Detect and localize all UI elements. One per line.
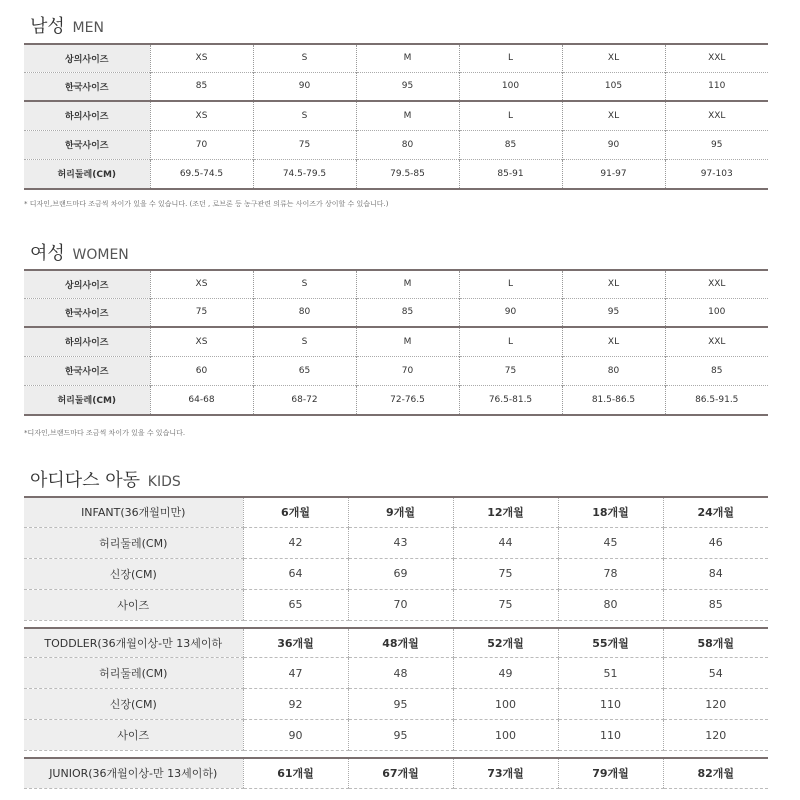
table-row [24, 385, 768, 415]
size-cell: 81.5-86.5 [562, 385, 665, 415]
size-cell: 120 [663, 689, 768, 720]
table-row [24, 527, 768, 558]
size-cell: 95 [348, 689, 453, 720]
table-row [24, 44, 768, 72]
women-size-table [24, 269, 768, 416]
size-cell: L [459, 44, 562, 72]
size-cell: 95 [356, 72, 459, 101]
group-spacer [24, 751, 768, 759]
age-cell: 58개월 [663, 628, 768, 658]
size-cell: 75 [253, 130, 356, 159]
size-cell: 80 [253, 298, 356, 327]
age-cell: 12개월 [453, 497, 558, 527]
row-label: 한국사이즈 [24, 356, 150, 385]
group-spacer [24, 620, 768, 628]
size-cell: 95 [562, 298, 665, 327]
size-cell: 76.5-81.5 [459, 385, 562, 415]
table-row [24, 72, 768, 101]
row-label: 허리둘레(CM) [24, 385, 150, 415]
size-cell: 64-68 [150, 385, 253, 415]
row-label: 허리둘레(CM) [24, 159, 150, 189]
size-cell: 68-72 [253, 385, 356, 415]
size-cell: 46 [663, 527, 768, 558]
women-note: *디자인,브랜드마다 조금씩 차이가 있을 수 있습니다. [24, 429, 186, 437]
size-cell: 90 [243, 720, 348, 751]
table-row [24, 689, 768, 720]
size-cell: 75 [459, 356, 562, 385]
size-cell: 75 [150, 298, 253, 327]
size-cell: 72-76.5 [356, 385, 459, 415]
size-cell: L [459, 327, 562, 356]
size-cell: 64 [243, 558, 348, 589]
size-cell: 90 [562, 130, 665, 159]
size-cell: 70 [356, 356, 459, 385]
row-label: 한국사이즈 [24, 298, 150, 327]
age-cell: 52개월 [453, 628, 558, 658]
age-cell: 24개월 [663, 497, 768, 527]
table-row [24, 720, 768, 751]
group-label: INFANT(36개월미만) [24, 497, 243, 527]
row-label: 상의사이즈 [24, 270, 150, 298]
size-cell: 47 [243, 658, 348, 689]
size-cell: XXL [665, 270, 768, 298]
size-cell: M [356, 270, 459, 298]
table-row [24, 356, 768, 385]
size-cell: 80 [562, 356, 665, 385]
size-cell: 84 [663, 558, 768, 589]
row-label: 한국사이즈 [24, 72, 150, 101]
age-cell: 55개월 [558, 628, 663, 658]
size-cell: 80 [558, 589, 663, 620]
size-cell: 85 [150, 72, 253, 101]
size-cell: 80 [356, 130, 459, 159]
size-cell: 75 [453, 558, 558, 589]
size-cell: M [356, 101, 459, 130]
size-cell: 70 [348, 589, 453, 620]
table-row [24, 327, 768, 356]
size-cell: 90 [253, 72, 356, 101]
age-cell: 18개월 [558, 497, 663, 527]
size-cell: 42 [243, 527, 348, 558]
row-label: 하의사이즈 [24, 101, 150, 130]
size-cell: 85 [665, 356, 768, 385]
size-cell: 110 [558, 689, 663, 720]
size-cell: 60 [150, 356, 253, 385]
size-cell: 110 [665, 72, 768, 101]
size-cell: XXL [665, 327, 768, 356]
size-cell: L [459, 101, 562, 130]
size-cell: 120 [663, 720, 768, 751]
size-cell: 78 [558, 558, 663, 589]
row-label: 상의사이즈 [24, 44, 150, 72]
size-cell: 75 [453, 589, 558, 620]
size-cell: XS [150, 44, 253, 72]
row-label: 신장(CM) [24, 558, 243, 589]
table-row [24, 658, 768, 689]
group-label: TODDLER(36개월이상-만 13세이하 [24, 628, 243, 658]
size-cell: 43 [348, 527, 453, 558]
size-cell: 100 [459, 72, 562, 101]
men-note: * 디자인,브랜드마다 조금씩 차이가 있을 수 있습니다. (조던 , 로브론 등 농구관련 의류는 사이즈가 상이할 수 있습니다.) [24, 200, 389, 208]
kids-group-header [24, 497, 768, 527]
women-title-ko: 여성 [30, 243, 65, 264]
size-cell: S [253, 101, 356, 130]
size-cell: 110 [558, 720, 663, 751]
men-title-ko: 남성 [30, 16, 65, 37]
row-label: 하의사이즈 [24, 327, 150, 356]
size-cell: L [459, 270, 562, 298]
spacer-cell [24, 620, 768, 628]
size-cell: 97-103 [665, 159, 768, 189]
size-cell: XS [150, 270, 253, 298]
size-cell: 85 [459, 130, 562, 159]
size-cell: 79.5-85 [356, 159, 459, 189]
size-cell: XXL [665, 44, 768, 72]
men-size-table [24, 43, 768, 190]
spacer-cell [24, 751, 768, 759]
size-cell: 51 [558, 658, 663, 689]
size-cell: 74.5-79.5 [253, 159, 356, 189]
table-row [24, 130, 768, 159]
size-cell: 85 [663, 589, 768, 620]
size-cell: 54 [663, 658, 768, 689]
size-cell: 48 [348, 658, 453, 689]
size-cell: 100 [453, 689, 558, 720]
age-cell: 48개월 [348, 628, 453, 658]
row-label: 허리둘레(CM) [24, 658, 243, 689]
size-cell: 85-91 [459, 159, 562, 189]
size-cell: 49 [453, 658, 558, 689]
size-cell: XL [562, 327, 665, 356]
size-cell: 100 [665, 298, 768, 327]
size-cell: 45 [558, 527, 663, 558]
kids-group-header [24, 628, 768, 658]
kids-size-table [24, 496, 768, 789]
size-cell: 100 [453, 720, 558, 751]
size-cell: 95 [665, 130, 768, 159]
table-row [24, 101, 768, 130]
size-cell: 65 [253, 356, 356, 385]
size-cell: 91-97 [562, 159, 665, 189]
women-section-title [30, 239, 129, 265]
age-cell: 36개월 [243, 628, 348, 658]
men-section-title [30, 12, 104, 38]
size-cell: XXL [665, 101, 768, 130]
size-cell: XS [150, 101, 253, 130]
size-cell: XL [562, 270, 665, 298]
table-row [24, 159, 768, 189]
size-cell: 70 [150, 130, 253, 159]
size-cell: 90 [459, 298, 562, 327]
size-cell: XS [150, 327, 253, 356]
size-cell: 105 [562, 72, 665, 101]
size-cell: S [253, 270, 356, 298]
women-title-en: WOMEN [72, 247, 129, 263]
row-label: 사이즈 [24, 589, 243, 620]
size-cell: 92 [243, 689, 348, 720]
age-cell: 9개월 [348, 497, 453, 527]
kids-section-title [30, 466, 181, 492]
size-cell: M [356, 44, 459, 72]
size-cell: XL [562, 101, 665, 130]
table-row [24, 298, 768, 327]
row-label: 한국사이즈 [24, 130, 150, 159]
age-cell: 82개월 [663, 758, 768, 788]
men-title-en: MEN [72, 20, 104, 36]
group-label: JUNIOR(36개월이상-만 13세이하) [24, 758, 243, 788]
size-cell: 65 [243, 589, 348, 620]
row-label: 사이즈 [24, 720, 243, 751]
age-cell: 79개월 [558, 758, 663, 788]
age-cell: 6개월 [243, 497, 348, 527]
kids-group-header [24, 758, 768, 788]
kids-title-ko: 아디다스 아동 [30, 470, 141, 491]
size-cell: S [253, 327, 356, 356]
table-row [24, 270, 768, 298]
kids-title-en: KIDS [147, 474, 181, 490]
size-cell: 85 [356, 298, 459, 327]
size-cell: 44 [453, 527, 558, 558]
size-cell: M [356, 327, 459, 356]
age-cell: 61개월 [243, 758, 348, 788]
size-cell: 86.5-91.5 [665, 385, 768, 415]
row-label: 신장(CM) [24, 689, 243, 720]
size-cell: 69 [348, 558, 453, 589]
age-cell: 73개월 [453, 758, 558, 788]
size-cell: XL [562, 44, 665, 72]
table-row [24, 558, 768, 589]
table-row [24, 589, 768, 620]
row-label: 허리둘레(CM) [24, 527, 243, 558]
age-cell: 67개월 [348, 758, 453, 788]
size-cell: S [253, 44, 356, 72]
size-cell: 69.5-74.5 [150, 159, 253, 189]
size-cell: 95 [348, 720, 453, 751]
